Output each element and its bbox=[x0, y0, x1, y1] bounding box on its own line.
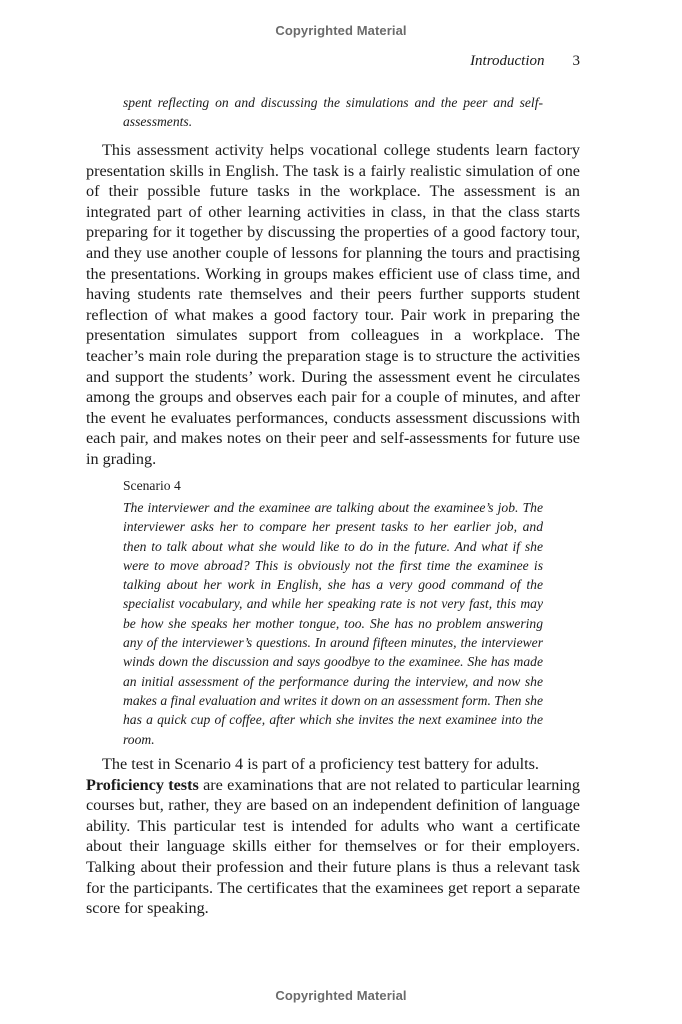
page-number: 3 bbox=[572, 53, 580, 69]
running-head bbox=[470, 53, 580, 70]
scenario-4-text: The interviewer and the examinee are talking about the examinee’s job. The interviewer asks her to compare her present tasks to her earlier job, and then to talk about what she would like to do in the future. And what if she were to move abroad? This is obviously not the first time the examinee is talking about her work in English, she has a very good command of the specialist vocabulary, and while her speaking rate is not very fast, this may be how she speaks her mother tongue, too. She has no problem answering any of the interviewer’s questions. In around fifteen minutes, the interviewer winds down the discussion and says goodbye to the examinee. She has made an initial assessment of the performance during the interview, and now she makes a final evaluation and writes it down on an assessment form. Then she has a quick cup of coffee, after which she invites the next examinee into the room. bbox=[123, 500, 543, 747]
copyright-watermark-bottom: Copyrighted Material bbox=[275, 988, 407, 1003]
paragraph-lead-sentence: The test in Scenario 4 is part of a proficiency test battery for adults. bbox=[102, 755, 539, 773]
paragraph-assessment-activity: This assessment activity helps vocational college students learn factory presentation skills in English. The task is a fairly realistic simulation of one of their possible future tasks in the workplace. The assessment is an integrated part of other learning activities in class, in that the class starts preparing for it together by discussing the properties of a good factory tour, and they use another couple of lessons for planning the tours and practising the presentations. Working in groups makes efficient use of class time, and having students rate themselves and their peers further supports student reflection of what makes a good factory tour. Pair work in preparing the presentation simulates support from colleagues in a workplace. The teacher’s main role during the preparation stage is to structure the activities and support the students’ work. During the assessment event he circulates among the groups and observes each pair for a couple of minutes, and after the event he evaluates performances, conducts assessment discussions with each pair, and makes notes on their peer and self-assessments for future use in grading. bbox=[86, 141, 580, 468]
continued-scenario-text: spent reflecting on and discussing the simulations and the peer and self-assessments. bbox=[123, 95, 543, 130]
bold-term: Proficiency tests bbox=[86, 775, 199, 794]
section-title: Introduction bbox=[470, 53, 545, 69]
scenario-label: Scenario 4 bbox=[123, 478, 181, 493]
copyright-watermark-top: Copyrighted Material bbox=[275, 23, 407, 38]
paragraph-continuation: are examinations that are not related to particular learning courses but, rather, they are based on an independent definition of language ability. This particular test is intended for adults who want a certificate about their language skills either for themselves or for their employers. Talking about their profession and their future plans is thus a relevant task for the participants. The certificates that the examinees get report a separate score for speaking. bbox=[86, 775, 580, 918]
paragraph-proficiency-tests bbox=[86, 754, 580, 919]
